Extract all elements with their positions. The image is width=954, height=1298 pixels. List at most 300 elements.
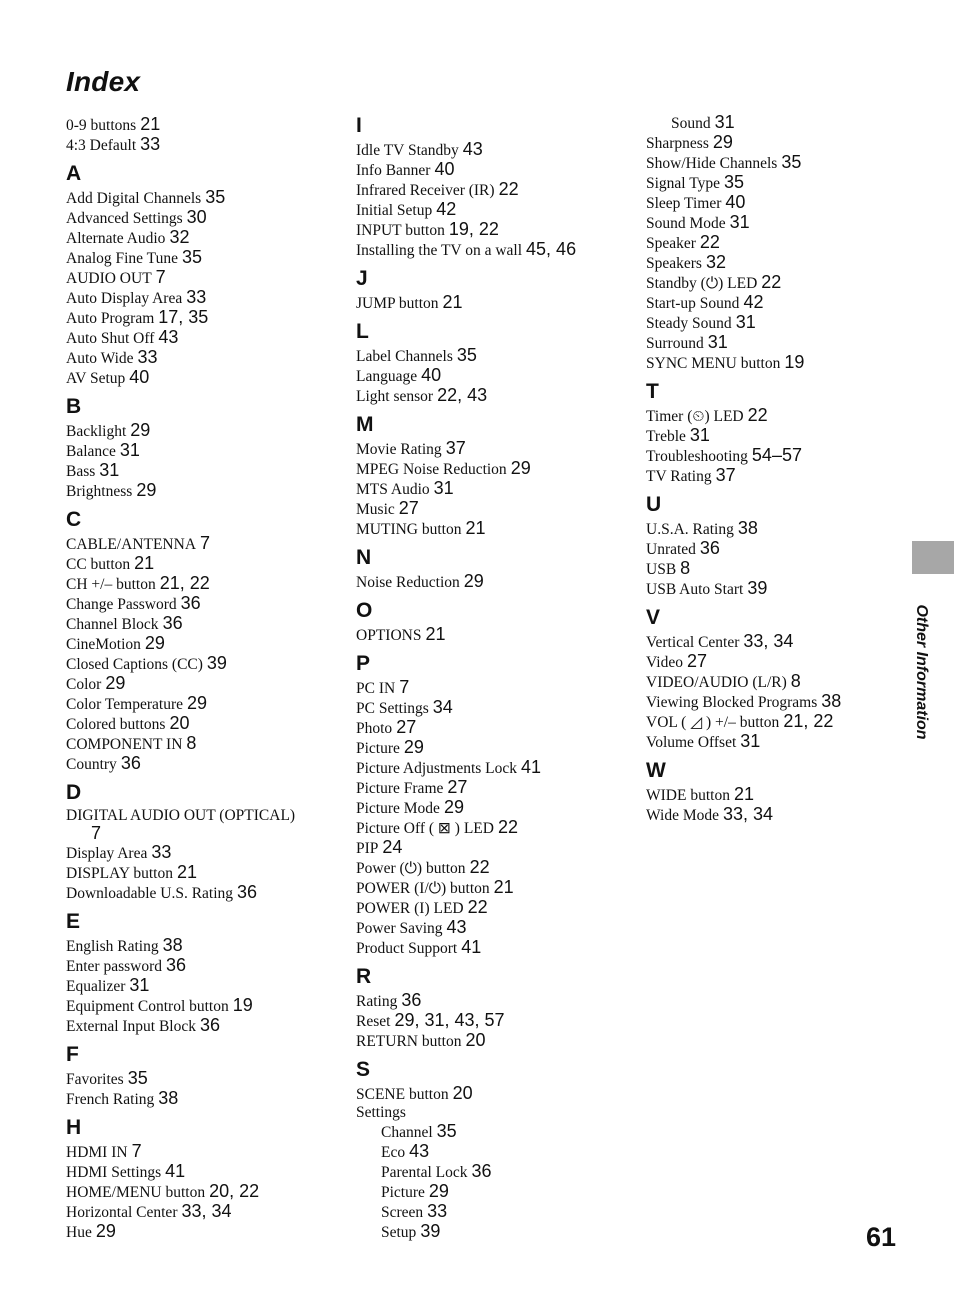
entry-page-reference: 29 [463, 571, 484, 591]
entry-page-reference: 29, 31, 43, 57 [394, 1010, 505, 1030]
entry-term: Volume Offset [646, 734, 737, 751]
entry-term: OPTIONS [356, 627, 422, 644]
entry-page-reference: 43 [462, 139, 483, 159]
index-entry [66, 654, 336, 674]
index-entry [356, 479, 626, 499]
index-entry [646, 273, 896, 293]
entry-page-reference: 45, 46 [526, 239, 577, 259]
entry-page-reference: 29 [712, 132, 733, 152]
index-entry [646, 153, 896, 173]
entry-page-reference: 33 [186, 287, 207, 307]
index-entry [66, 614, 336, 634]
entry-page-reference: 8 [790, 671, 801, 691]
entry-term: Backlight [66, 423, 127, 440]
index-letter-heading: S [356, 1058, 371, 1081]
index-entry [66, 734, 336, 754]
index-entry [66, 268, 336, 288]
index-entry [646, 213, 896, 233]
entry-page-reference: 19, 22 [448, 219, 499, 239]
entry-term: Video [646, 654, 683, 671]
entry-page-reference: 22 [747, 405, 768, 425]
entry-term: Unrated [646, 541, 696, 558]
entry-term: Advanced Settings [66, 210, 183, 227]
entry-page-reference: 40 [434, 159, 455, 179]
entry-page-reference: 35 [456, 345, 477, 365]
entry-page-reference: 20, 22 [209, 1181, 260, 1201]
entry-term: 4:3 Default [66, 137, 137, 154]
index-entry [66, 288, 336, 308]
entry-page-reference: 35 [781, 152, 802, 172]
entry-term: Screen [381, 1204, 424, 1221]
entry-page-reference: 8 [186, 733, 197, 753]
index-entry [646, 233, 896, 253]
entry-term: Reset [356, 1013, 391, 1030]
entry-term: HOME/MENU button [66, 1184, 206, 1201]
entry-term: HDMI Settings [66, 1164, 162, 1181]
entry-page-reference: 36 [237, 882, 258, 902]
index-entry [356, 991, 626, 1011]
page-title: Index [66, 66, 141, 97]
index-entry [356, 758, 626, 778]
entry-term: Horizontal Center [66, 1204, 178, 1221]
entry-term: Rating [356, 993, 398, 1010]
index-entry [356, 818, 626, 838]
entry-term: Setup [381, 1224, 417, 1241]
entry-term: Signal Type [646, 175, 720, 192]
entry-term: AUDIO OUT [66, 270, 152, 287]
entry-term: Info Banner [356, 162, 431, 179]
index-entry [66, 807, 336, 841]
entry-page-reference: 31 [119, 440, 140, 460]
index-entry [646, 519, 896, 539]
index-entry [66, 1142, 336, 1162]
index-entry [66, 208, 336, 228]
entry-page-reference: 7 [91, 823, 102, 843]
index-subentry [356, 1202, 626, 1222]
entry-page-reference: 34 [432, 697, 453, 717]
index-letter-heading: R [356, 965, 372, 988]
index-entry [66, 534, 336, 554]
index-letter-heading: T [646, 380, 659, 403]
entry-term: Auto Program [66, 310, 155, 327]
entry-term: Initial Setup [356, 202, 433, 219]
entry-term: CineMotion [66, 636, 141, 653]
index-entry [66, 976, 336, 996]
index-subentry [646, 113, 896, 133]
entry-page-reference: 21 [425, 624, 446, 644]
entry-term: External Input Block [66, 1018, 196, 1035]
entry-term: CABLE/ANTENNA [66, 536, 197, 553]
entry-page-reference: 36 [120, 753, 141, 773]
entry-term: Add Digital Channels [66, 190, 202, 207]
entry-term: Hue [66, 1224, 92, 1241]
entry-page-reference: 29 [144, 633, 165, 653]
entry-page-reference: 22 [699, 232, 720, 252]
entry-term: Picture Off ( ⊠ ) LED [356, 820, 494, 837]
entry-page-reference: 31 [729, 212, 750, 232]
entry-page-reference: 30 [186, 207, 207, 227]
entry-page-reference: 43 [446, 917, 467, 937]
index-entry [646, 579, 896, 599]
index-entry [66, 1162, 336, 1182]
entry-term: Idle TV Standby [356, 142, 459, 159]
index-entry [356, 366, 626, 386]
index-entry [356, 293, 626, 313]
entry-term: Start-up Sound [646, 295, 740, 312]
index-entry [66, 554, 336, 574]
entry-page-reference: 20 [169, 713, 190, 733]
entry-page-reference: 29 [130, 420, 151, 440]
entry-page-reference: 8 [680, 558, 691, 578]
entry-term: Colored buttons [66, 716, 166, 733]
index-letter-heading: F [66, 1043, 79, 1066]
index-entry [66, 441, 336, 461]
entry-page-reference: 43 [409, 1141, 430, 1161]
entry-page-reference: 35 [205, 187, 226, 207]
index-entry [66, 754, 336, 774]
entry-term: Settings [356, 1104, 406, 1121]
entry-page-reference: 43 [158, 327, 179, 347]
entry-page-reference: 31 [735, 312, 756, 332]
index-letter-heading: I [356, 114, 362, 137]
entry-term: Show/Hide Channels [646, 155, 778, 172]
entry-page-reference: 38 [158, 1088, 179, 1108]
index-entry [356, 160, 626, 180]
index-entry [356, 738, 626, 758]
entry-term: WIDE button [646, 787, 730, 804]
index-entry [66, 996, 336, 1016]
entry-term: INPUT button [356, 222, 445, 239]
entry-term: Picture Frame [356, 780, 444, 797]
index-entry [646, 353, 896, 373]
entry-term: Product Support [356, 940, 458, 957]
index-entry [646, 426, 896, 446]
entry-page-reference: 29 [187, 693, 208, 713]
entry-term: Power Saving [356, 920, 443, 937]
index-entry [66, 421, 336, 441]
entry-page-reference: 33 [137, 347, 158, 367]
entry-page-reference: 35 [181, 247, 202, 267]
entry-term: MUTING button [356, 521, 462, 538]
entry-page-reference: 22 [761, 272, 782, 292]
index-entry [356, 459, 626, 479]
entry-term: Speakers [646, 255, 702, 272]
index-entry [646, 193, 896, 213]
index-entry [646, 732, 896, 752]
index-entry [646, 785, 896, 805]
index-entry [646, 406, 896, 426]
index-entry [356, 140, 626, 160]
entry-term: SYNC MENU button [646, 355, 781, 372]
index-entry [646, 652, 896, 672]
entry-term: Brightness [66, 483, 133, 500]
index-entry [356, 838, 626, 858]
index-entry [66, 674, 336, 694]
entry-page-reference: 21, 22 [783, 711, 834, 731]
entry-page-reference: 22 [467, 897, 488, 917]
entry-term: Language [356, 368, 418, 385]
entry-term: Parental Lock [381, 1164, 468, 1181]
index-entry [66, 936, 336, 956]
entry-page-reference: 21 [134, 553, 155, 573]
index-entry [646, 293, 896, 313]
entry-term: HDMI IN [66, 1144, 128, 1161]
entry-page-reference: 33, 34 [181, 1201, 232, 1221]
entry-term: POWER (I) LED [356, 900, 464, 917]
entry-page-reference: 27 [447, 777, 468, 797]
index-letter-heading: A [66, 162, 82, 185]
entry-page-reference: 29 [403, 737, 424, 757]
entry-page-reference: 38 [737, 518, 758, 538]
entry-page-reference: 19 [232, 995, 253, 1015]
entry-term: COMPONENT IN [66, 736, 183, 753]
index-entry [646, 559, 896, 579]
index-entry [356, 220, 626, 240]
index-letter-heading: L [356, 320, 369, 343]
entry-term: USB [646, 561, 677, 578]
index-entry [646, 446, 896, 466]
entry-term: Picture Adjustments Lock [356, 760, 518, 777]
index-subentry [356, 1182, 626, 1202]
section-tab-marker [912, 541, 954, 574]
entry-page-reference: 38 [821, 691, 842, 711]
index-entry [646, 466, 896, 486]
index-entry [66, 228, 336, 248]
index-entry [66, 574, 336, 594]
entry-page-reference: 36 [180, 593, 201, 613]
entry-term: Standby (⏻) LED [646, 275, 758, 292]
entry-term: PC IN [356, 680, 396, 697]
entry-term: Surround [646, 335, 704, 352]
entry-page-reference: 40 [421, 365, 442, 385]
index-letter-heading: U [646, 493, 662, 516]
entry-page-reference: 31 [99, 460, 120, 480]
index-entry [356, 625, 626, 645]
entry-page-reference: 7 [399, 677, 410, 697]
index-entry [356, 698, 626, 718]
entry-page-reference: 32 [705, 252, 726, 272]
index-letter-heading: C [66, 508, 82, 531]
index-entry [356, 200, 626, 220]
index-column-1 [66, 113, 336, 1242]
entry-page-reference: 21 [733, 784, 754, 804]
entry-term: VOL ( ◿ ) +/– button [646, 714, 780, 731]
page-number: 61 [866, 1222, 897, 1252]
index-entry [66, 328, 336, 348]
entry-page-reference: 36 [200, 1015, 221, 1035]
entry-term: Steady Sound [646, 315, 732, 332]
entry-page-reference: 38 [162, 935, 183, 955]
index-entry [356, 572, 626, 592]
entry-page-reference: 31 [740, 731, 761, 751]
index-letter-heading: B [66, 395, 82, 418]
entry-term: CC button [66, 556, 131, 573]
entry-term: Channel [381, 1124, 433, 1141]
entry-page-reference: 42 [743, 292, 764, 312]
entry-page-reference: 40 [129, 367, 150, 387]
index-subentry [356, 1122, 626, 1142]
entry-term: Label Channels [356, 348, 453, 365]
entry-page-reference: 35 [127, 1068, 148, 1088]
index-entry [66, 461, 336, 481]
entry-term: Enter password [66, 958, 162, 975]
entry-term: AV Setup [66, 370, 126, 387]
entry-page-reference: 35 [436, 1121, 457, 1141]
entry-term: Picture [381, 1184, 425, 1201]
index-entry [356, 898, 626, 918]
entry-term: Channel Block [66, 616, 159, 633]
index-entry [66, 1089, 336, 1109]
entry-page-reference: 27 [396, 717, 417, 737]
entry-page-reference: 7 [200, 533, 211, 553]
index-entry [66, 1182, 336, 1202]
entry-page-reference: 27 [686, 651, 707, 671]
section-side-label: Other Information [913, 604, 930, 740]
entry-page-reference: 39 [206, 653, 227, 673]
entry-term: Picture Mode [356, 800, 440, 817]
entry-page-reference: 33, 34 [743, 631, 794, 651]
entry-page-reference: 33 [151, 842, 172, 862]
index-entry [66, 594, 336, 614]
index-entry [66, 1202, 336, 1222]
entry-term: VIDEO/AUDIO (L/R) [646, 674, 787, 691]
entry-term: POWER (I/⏻) button [356, 880, 490, 897]
entry-page-reference: 22 [498, 179, 519, 199]
index-entry [646, 173, 896, 193]
index-letter-heading: W [646, 759, 666, 782]
entry-term: TV Rating [646, 468, 712, 485]
entry-term: Color [66, 676, 102, 693]
index-entry [66, 115, 336, 135]
entry-page-reference: 27 [398, 498, 419, 518]
index-entry [66, 634, 336, 654]
entry-page-reference: 22 [469, 857, 490, 877]
entry-term: Change Password [66, 596, 177, 613]
index-entry [646, 313, 896, 333]
entry-page-reference: 20 [452, 1083, 473, 1103]
index-letter-heading: O [356, 599, 373, 622]
entry-term: Picture [356, 740, 400, 757]
index-entry [66, 368, 336, 388]
entry-page-reference: 36 [166, 955, 187, 975]
entry-term: Analog Fine Tune [66, 250, 178, 267]
index-subentry [356, 1142, 626, 1162]
entry-term: Alternate Audio [66, 230, 166, 247]
entry-term: Timer (⏲) LED [646, 408, 744, 425]
entry-term: Photo [356, 720, 393, 737]
entry-term: Favorites [66, 1071, 124, 1088]
index-entry [66, 1069, 336, 1089]
entry-term: Auto Wide [66, 350, 134, 367]
index-letter-heading: D [66, 781, 82, 804]
index-letter-heading: J [356, 267, 368, 290]
entry-page-reference: 31 [707, 332, 728, 352]
entry-term: DISPLAY button [66, 865, 173, 882]
entry-page-reference: 17, 35 [158, 307, 209, 327]
entry-page-reference: 41 [165, 1161, 186, 1181]
entry-page-reference: 33 [140, 134, 161, 154]
index-entry [646, 712, 896, 732]
entry-term: Installing the TV on a wall [356, 242, 523, 259]
entry-page-reference: 41 [461, 937, 482, 957]
entry-term: Auto Shut Off [66, 330, 155, 347]
entry-page-reference: 36 [699, 538, 720, 558]
index-entry [356, 678, 626, 698]
index-entry [356, 386, 626, 406]
entry-page-reference: 35 [723, 172, 745, 192]
entry-page-reference: 22 [497, 817, 518, 837]
index-entry [66, 348, 336, 368]
entry-term: CH +/– button [66, 576, 156, 593]
entry-term: Country [66, 756, 117, 773]
index-entry [356, 499, 626, 519]
index-entry [646, 333, 896, 353]
index-entry [66, 135, 336, 155]
entry-term: Equalizer [66, 978, 126, 995]
entry-term: SCENE button [356, 1086, 449, 1103]
index-letter-heading: H [66, 1116, 82, 1139]
entry-page-reference: 31 [689, 425, 710, 445]
entry-term: Vertical Center [646, 634, 740, 651]
entry-term: Sleep Timer [646, 195, 722, 212]
index-entry [356, 878, 626, 898]
entry-page-reference: 29 [95, 1221, 116, 1241]
entry-term: Music [356, 501, 395, 518]
index-entry [66, 1222, 336, 1242]
entry-term: Speaker [646, 235, 696, 252]
entry-term: Sound Mode [646, 215, 726, 232]
entry-term: JUMP button [356, 295, 439, 312]
index-entry [66, 714, 336, 734]
index-entry [66, 1016, 336, 1036]
index-entry [356, 240, 626, 260]
entry-term: Viewing Blocked Programs [646, 694, 818, 711]
index-letter-heading: M [356, 413, 374, 436]
entry-term: PC Settings [356, 700, 429, 717]
entry-term: Color Temperature [66, 696, 183, 713]
index-column-3 [646, 113, 896, 825]
entry-term: Sound [671, 115, 711, 132]
entry-page-reference: 42 [436, 199, 457, 219]
entry-term: Noise Reduction [356, 574, 460, 591]
entry-page-reference: 36 [471, 1161, 492, 1181]
entry-page-reference: 24 [382, 837, 403, 857]
entry-page-reference: 37 [445, 438, 466, 458]
entry-page-reference: 21 [140, 114, 161, 134]
entry-page-reference: 40 [725, 192, 746, 212]
entry-page-reference: 41 [521, 757, 542, 777]
entry-page-reference: 33, 34 [722, 804, 774, 824]
entry-page-reference: 29 [105, 673, 126, 693]
entry-term: Auto Display Area [66, 290, 183, 307]
entry-term: MPEG Noise Reduction [356, 461, 507, 478]
index-letter-heading: N [356, 546, 372, 569]
index-entry [356, 1084, 626, 1104]
entry-term: Light sensor [356, 388, 434, 405]
entry-term: Display Area [66, 845, 148, 862]
entry-page-reference: 21 [442, 292, 463, 312]
entry-term: 0-9 buttons [66, 117, 137, 134]
entry-page-reference: 33 [427, 1201, 448, 1221]
index-letter-heading: V [646, 606, 661, 629]
entry-page-reference: 21, 22 [159, 573, 210, 593]
entry-term: Bass [66, 463, 96, 480]
index-entry [646, 692, 896, 712]
entry-term: Eco [381, 1144, 406, 1161]
entry-page-reference: 19 [784, 352, 805, 372]
index-entry [66, 694, 336, 714]
index-entry [66, 843, 336, 863]
